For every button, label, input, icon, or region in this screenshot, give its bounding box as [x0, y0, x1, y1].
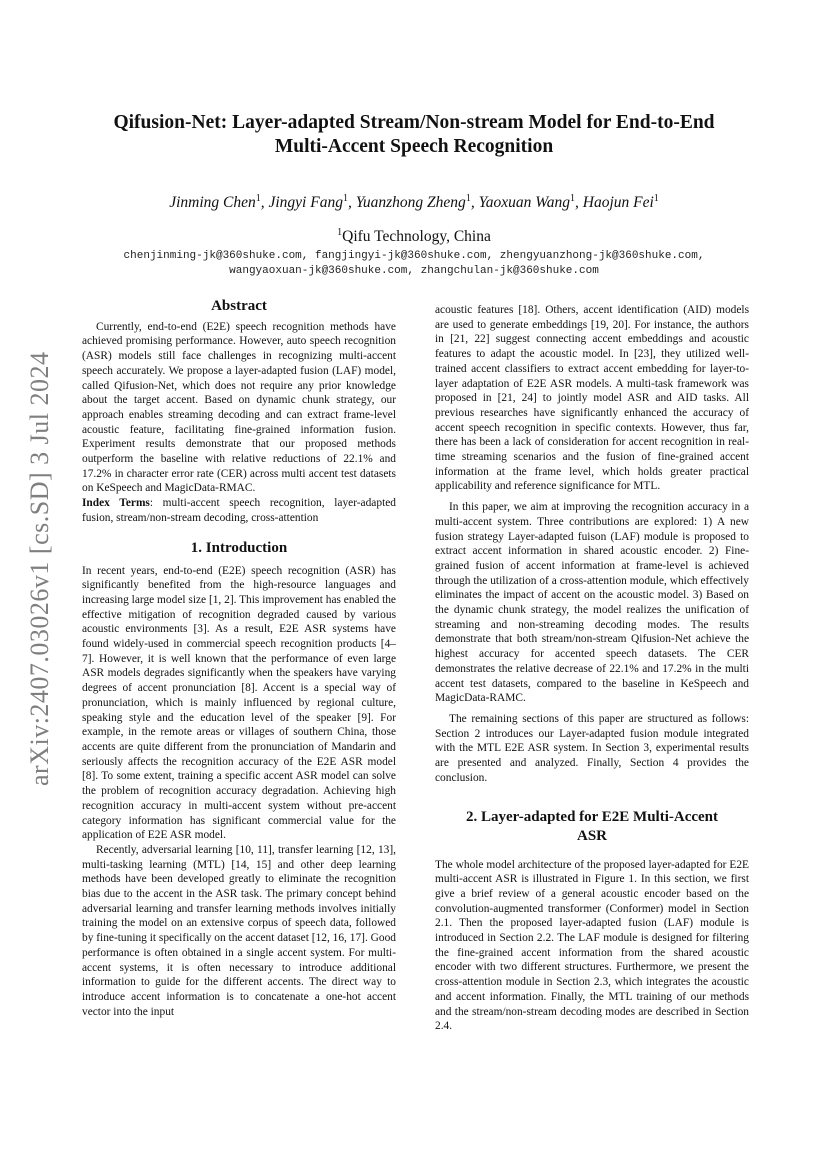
index-terms: Index Terms: multi-accent speech recognition, layer-adapted fusion, stream/non-stream decoding, cross-attention [82, 497, 396, 524]
paragraph: acoustic features [18]. Others, accent identification (AID) models are used to generate embeddings [19, 20]. For instance, the authors in [21, 22] suggest connecting accent embeddings and acoustic features to adapt the acoustic model. In [23], they utilized well-trained accent classifiers to extract accent embedding for layer-to-layer adaptation of E2E ASR models. A multi-task framework was proposed in [21, 24] to jointly model ASR and AID tasks. All previous researches have significantly enhanced the accuracy of accent speech recognition in specific contexts. However, thus far, there has been a lack of consideration for accent recognition in real-time streaming scenarios and the fusion of fine-grained accent information at the frame level, which holds greater practical applicability and reference significance for MTL. [435, 304, 749, 493]
paragraph: The remaining sections of this paper are structured as follows: Section 2 introduces our Layer-adapted fusion module integrated with the MTL E2E ASR system. In Section 3, experimental results are presented and analyzed. Finally, Section 4 provides the conclusion. [435, 712, 749, 784]
left-column [82, 299, 396, 1019]
author: Jinming Chen [169, 194, 256, 212]
author: Haojun Fei [582, 194, 654, 212]
affiliation: $^1$Qifu Technology, China [337, 227, 491, 246]
author: Yuanzhong Zheng [355, 194, 466, 212]
author: Jingyi Fang [268, 194, 343, 212]
abstract-text: Currently, end-to-end (E2E) speech recognition methods have achieved promising performance. However, auto speech recognition (ASR) models still face challenges in recognizing multi-accent speech accurately. We propose a layer-adapted fusion (LAF) model, called Qifusion-Net, which does not require any prior knowledge about the target accent. Based on dynamic chunk strategy, our approach enables streaming decoding and can extract frame-level acoustic feature, facilitating fine-grained information fusion. Experiment results demonstrate that our proposed methods outperform the baseline with relative reductions of 22.1% and 17.2% in character error rate (CER) across multi accent test datasets on KeSpeech and MagicData-RMAC. [82, 320, 396, 495]
paper-title: Qifusion-Net: Layer-adapted Stream/Non-stream Model for End-to-End Multi-Accent Speech Recognition [113, 112, 715, 157]
right-column [435, 303, 749, 1034]
author-emails [70, 249, 758, 279]
email-line: chenjinming-jk@360shuke.com, fangjingyi-jk@360shuke.com, zhengyuanzhong-jk@360shuke.com, [123, 250, 705, 262]
paragraph: In recent years, end-to-end (E2E) speech recognition (ASR) has significantly benefited from the high-resource languages and increasing large model size [1, 2]. This improvement has enabled the effective mitigation of recognition degraded caused by various acoustic environments [3]. As a result, E2E ASR systems have found widely-used in commercial speech recognition products [4–7]. However, it is well known that the performance of even large ASR models degrades significantly when the speakers have varying degrees of accent pronunciation [8]. Accent is a special way of pronunciation, which is mainly influenced by regional culture, speaking style and the education level of the speaker [9]. For example, in the remote areas or villages of southern China, those accents are quite different from the pronunciation of Mandarin and seriously affects the recognition accuracy of the E2E ASR model [8]. To some extent, training a specific accent ASR model can solve the problem of recognition accuracy degradation. Achieving high recognition accuracy in multi-accent system without pre-accent category information has significant commercial value for the application of E2E ASR model. [82, 564, 396, 842]
abstract-heading: Abstract [211, 298, 267, 314]
paragraph: In this paper, we aim at improving the recognition accuracy in a multi-accent system. Three contributions are explored: 1) A new fusion strategy Layer-adapted fuison (LAF) module is proposed to extract accent information in shared acoustic encoder. 2) Fine-grained fusion of accent information at frame-level is achieved through the utilization of a cross-attention module, which effectively eliminates the impact of accent on the acoustic model. 3) Based on the dynamic chunk strategy, the model realizes the unification of streaming and non-streaming decoding modes. The results demonstrate that both stream/non-stream Qifusion-Net achieve the highest accuracy for accented speech datasets. The CER demonstrates the relative decrease of 22.1% and 17.2% in the multi accent test datasets, compared to the baseline in KeSpeech and MagicData-RAMC. [435, 501, 749, 705]
section-heading: 1. Introduction [190, 539, 288, 556]
email-line: wangyaoxuan-jk@360shuke.com, zhangchulan-jk@360shuke.com [229, 265, 599, 277]
author-list: Jinming Chen$^1$, Jingyi Fang$^1$, Yuanzhong Zheng$^1$, Yaoxuan Wang$^1$, Haojun Fei$^1$ [169, 193, 659, 212]
author: Yaoxuan Wang [478, 194, 571, 212]
paragraph: The whole model architecture of the proposed layer-adapted for E2E multi-accent ASR is illustrated in Figure 1. In this section, we first give a brief review of a general acoustic encoder based on the convolution-augmented transformer (Conformer) model in Section 2.1. Then the proposed layer-adapted fusion (LAF) module is introduced in Section 2.2. The LAF module is designed for filtering the fine-grained accent information from the shared acoustic encoder with two different structures. Furthermore, we present the cross-attention module in Section 2.3, which integrates the acoustic and accent information. Finally, the MTL training of our methods and the stream/non-stream decoding modes are described in Section 2.4. [435, 858, 749, 1033]
arxiv-watermark: arXiv:2407.03026v1 [cs.SD] 3 Jul 2024 [25, 351, 54, 786]
section-heading: 2. Layer-adapted for E2E Multi-Accent ASR [465, 808, 719, 844]
paragraph: Recently, adversarial learning [10, 11], transfer learning [12, 13], multi-tasking learning (MTL) [14, 15] and other deep learning methods have been developed greatly to eliminate the recognition bias due to the accent in the ASR task. The primary concept behind adversarial learning and transfer learning methods involves initially training the model on an extensive corpus of speech data, followed by fine-tuning it specifically on the accent dataset [12, 16, 17]. Good performance is often obtained in a single accent system. For multi-accent systems, it is often necessary to introduce additional information to guide for the different accents. The direct way to introduce accent information is to concatenate a one-hot accent vector into the input [82, 843, 396, 1018]
